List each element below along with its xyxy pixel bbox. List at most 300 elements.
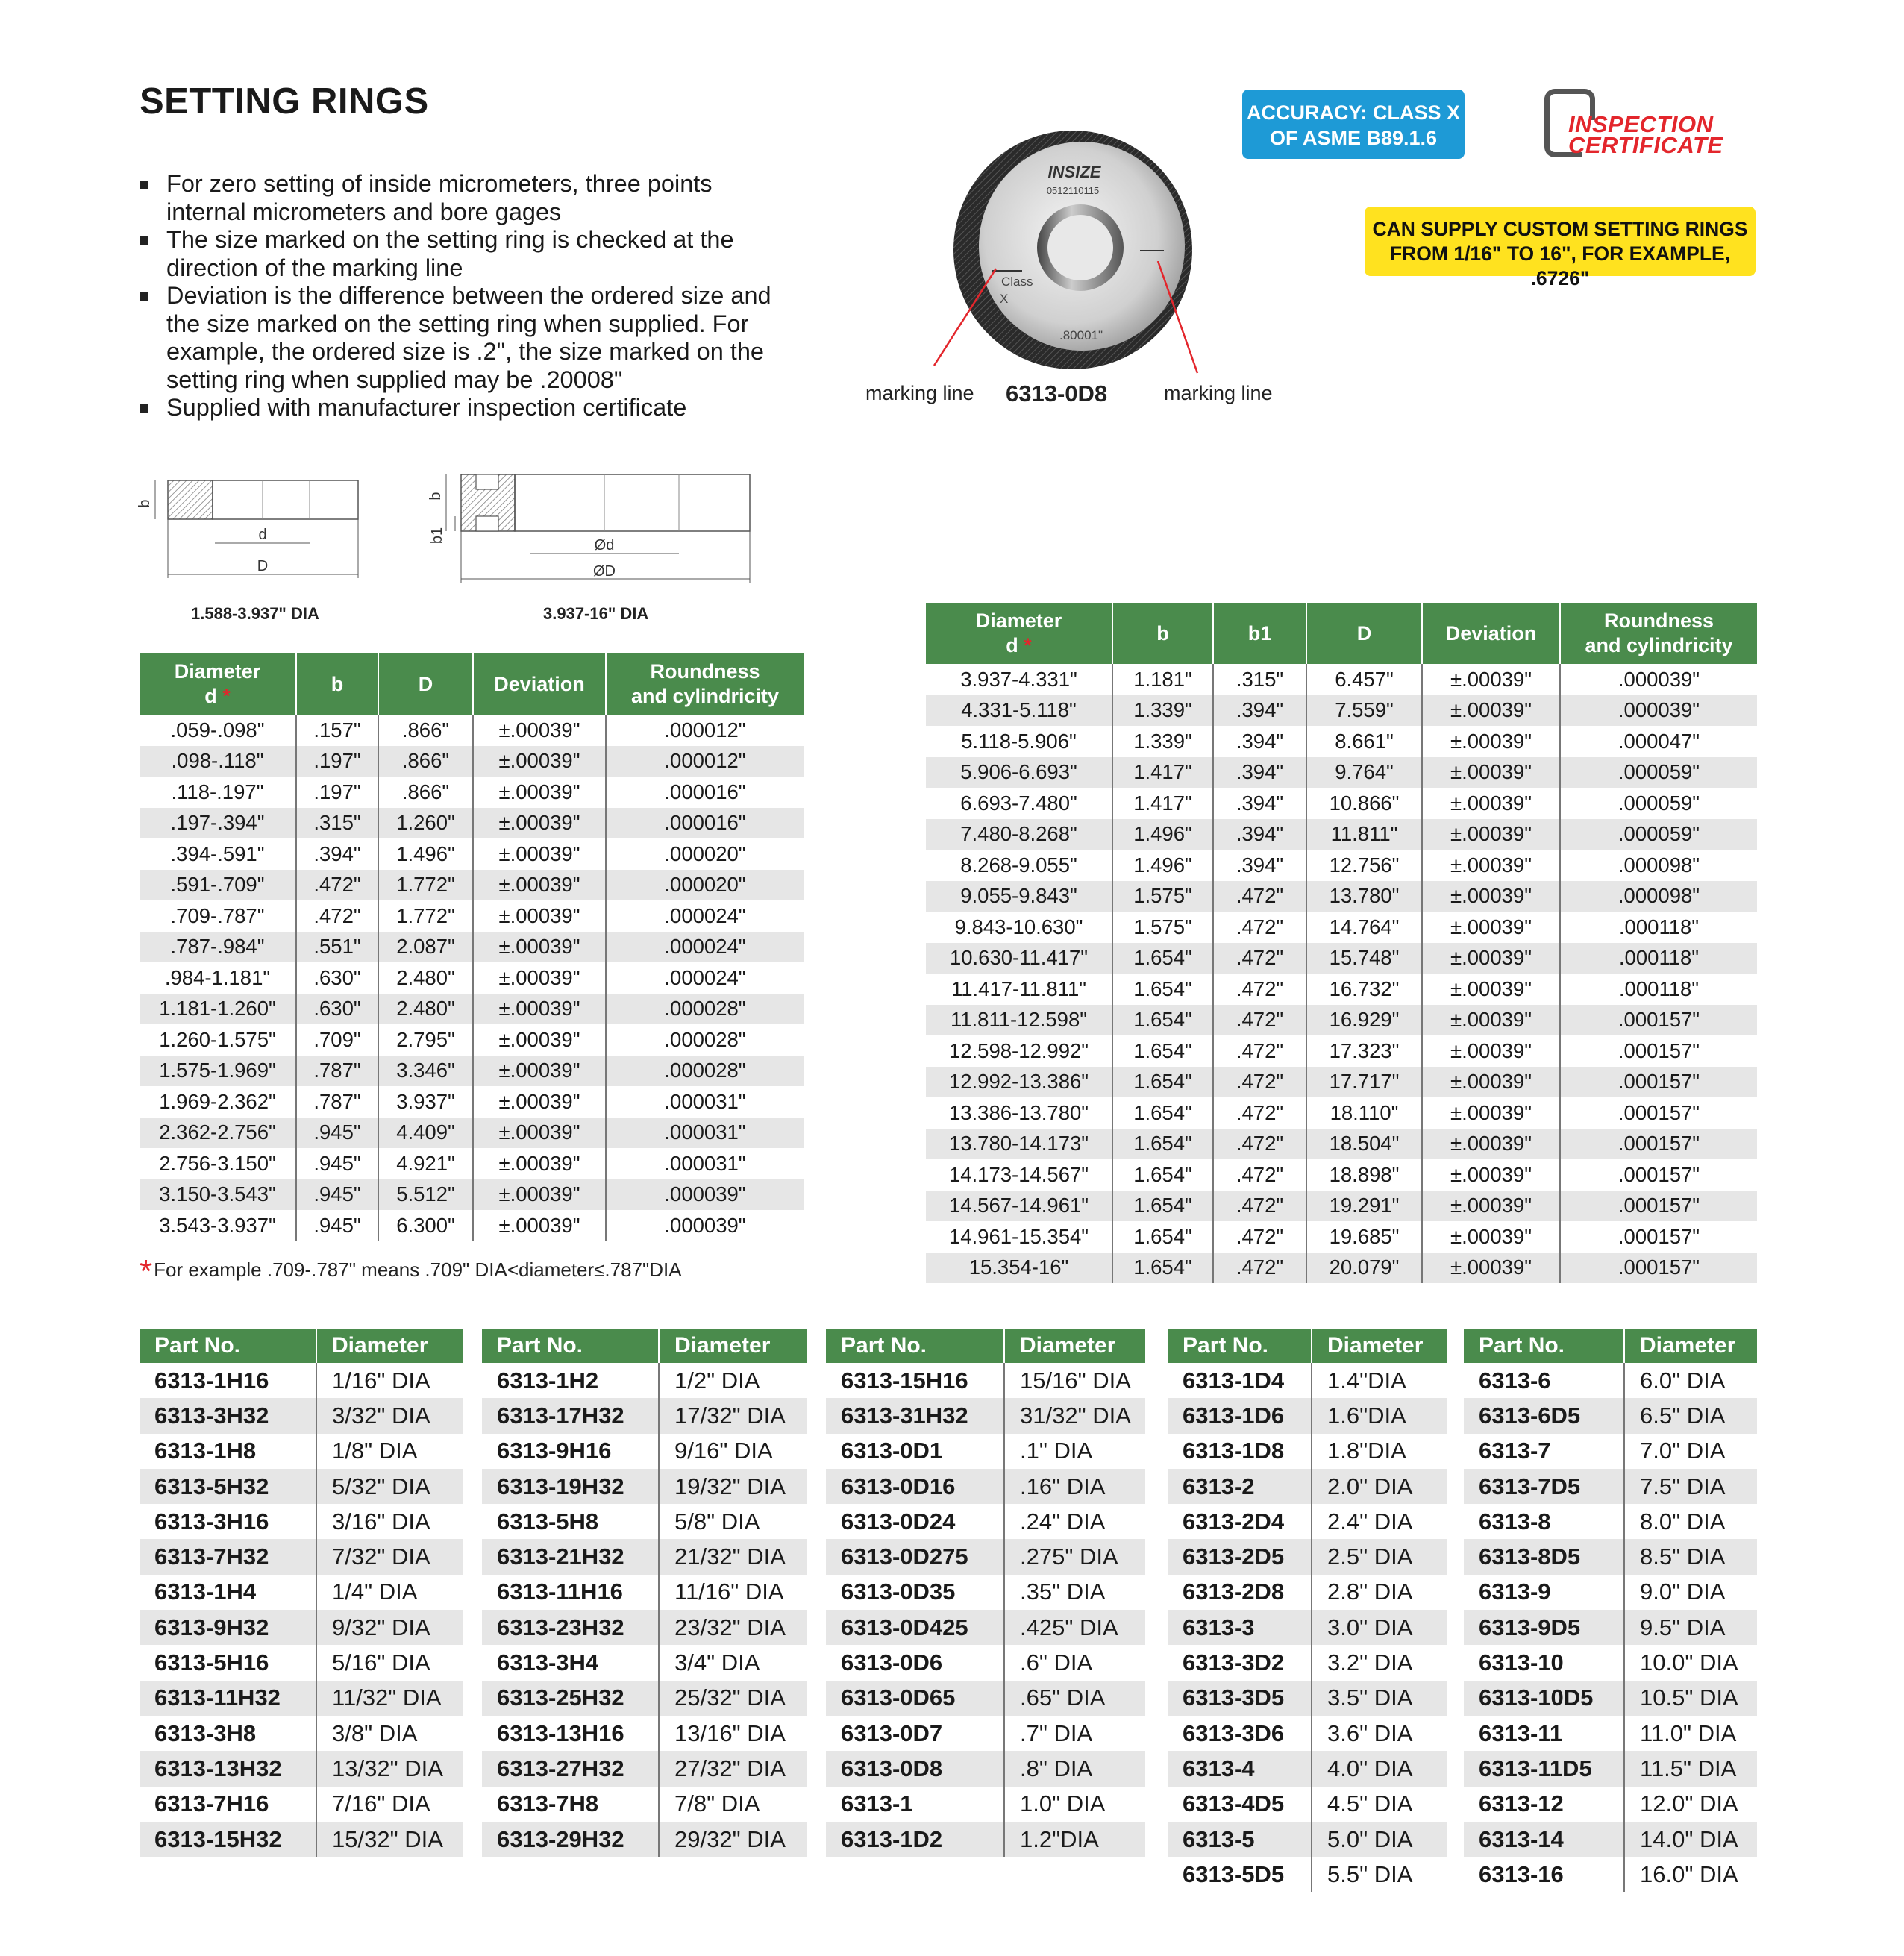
part-diameter: 3.6" DIA	[1327, 1720, 1413, 1746]
cell-diameter: 1.575-1.969"	[140, 1056, 296, 1087]
part-number: 6313-9	[1464, 1575, 1624, 1610]
cell-diameter: 3.937-4.331"	[926, 664, 1112, 695]
part-number: 6313-10	[1464, 1645, 1624, 1680]
cell-b: 1.654"	[1112, 1221, 1213, 1253]
asterisk-icon: *	[140, 1253, 153, 1290]
part-diameter: 13/32" DIA	[316, 1751, 463, 1786]
part-number: 6313-15H32	[140, 1822, 316, 1857]
spec-row	[926, 1253, 1757, 1284]
part-diameter: .7" DIA	[1020, 1720, 1093, 1746]
cell-b: .551"	[296, 932, 378, 963]
part-diameter: 17/32" DIA	[659, 1398, 807, 1433]
cell-deviation: ±.00039"	[1422, 695, 1560, 727]
part-row	[482, 1469, 807, 1504]
cell-deviation: ±.00039"	[473, 1210, 606, 1241]
part-number: 6313-5	[1168, 1822, 1312, 1857]
header-deviation: Deviation	[1422, 603, 1560, 664]
part-diameter: 4.5" DIA	[1327, 1790, 1413, 1817]
part-diameter: 1.2"DIA	[1004, 1822, 1145, 1857]
cell-D: 19.291"	[1306, 1191, 1422, 1222]
drawing-large-ring	[410, 463, 761, 589]
part-row	[1464, 1363, 1757, 1398]
cell-diameter: .394-.591"	[140, 838, 296, 870]
cell-b1: .394"	[1213, 695, 1306, 727]
cell-diameter: 5.906-6.693"	[926, 757, 1112, 789]
part-row	[1464, 1751, 1757, 1786]
spec-row	[926, 1005, 1757, 1036]
part-number: 6313-1H8	[140, 1434, 316, 1469]
header-b: b	[296, 653, 378, 715]
spec-row	[926, 1097, 1757, 1129]
cell-roundness: .000118"	[1618, 915, 1700, 938]
cell-b: 1.654"	[1112, 974, 1213, 1005]
cell-b1: .472"	[1213, 1253, 1306, 1284]
part-row	[826, 1610, 1145, 1645]
part-row	[140, 1822, 463, 1857]
part-number: 6313-3D6	[1168, 1716, 1312, 1751]
cell-D: 16.732"	[1306, 974, 1422, 1005]
part-row	[482, 1645, 807, 1680]
cell-b: 1.496"	[1112, 819, 1213, 850]
part-diameter: 2.4" DIA	[1327, 1508, 1413, 1535]
cell-deviation: ±.00039"	[1422, 726, 1560, 757]
cell-b: 1.654"	[1112, 1159, 1213, 1191]
part-diameter: 29/32" DIA	[659, 1822, 807, 1857]
dim-D-label: D	[257, 558, 269, 574]
spec-row	[926, 943, 1757, 974]
part-diameter: 7/32" DIA	[316, 1539, 463, 1574]
spec-row	[926, 1191, 1757, 1222]
part-row	[140, 1398, 463, 1433]
part-row	[1464, 1681, 1757, 1716]
part-number: 6313-9D5	[1464, 1610, 1624, 1645]
cell-D: 2.795"	[378, 1024, 473, 1056]
cell-b: 1.575"	[1112, 912, 1213, 943]
part-row	[1168, 1716, 1447, 1751]
cell-deviation: ±.00039"	[473, 1148, 606, 1179]
part-diameter: 1/2" DIA	[674, 1367, 760, 1394]
part-diameter: 23/32" DIA	[659, 1610, 807, 1645]
cell-D: 2.480"	[378, 962, 473, 994]
spec-row	[140, 932, 804, 963]
cell-deviation: ±.00039"	[1422, 1129, 1560, 1160]
part-row	[1168, 1681, 1447, 1716]
part-number: 6313-1D6	[1168, 1398, 1312, 1433]
part-diameter: 3/4" DIA	[674, 1649, 760, 1676]
cell-deviation: ±.00039"	[473, 1179, 606, 1211]
cell-diameter: 13.386-13.780"	[926, 1097, 1112, 1129]
cell-deviation: ±.00039"	[1422, 881, 1560, 912]
cell-roundness: .000157"	[1618, 1162, 1700, 1186]
part-row	[482, 1504, 807, 1539]
cell-b: .945"	[296, 1118, 378, 1149]
cell-b1: .472"	[1213, 1067, 1306, 1098]
spec-row	[926, 1129, 1757, 1160]
cell-deviation: ±.00039"	[1422, 1159, 1560, 1191]
header-diameter	[926, 603, 1112, 664]
part-number: 6313-1	[826, 1787, 1004, 1822]
cell-diameter: 9.055-9.843"	[926, 881, 1112, 912]
part-row	[1464, 1645, 1757, 1680]
ring-class-value: X	[1000, 292, 1009, 306]
part-number: 6313-1D2	[826, 1822, 1004, 1857]
header-diameter-sub	[140, 684, 295, 709]
part-diameter: 5/16" DIA	[332, 1649, 430, 1676]
cell-b1: .472"	[1213, 1129, 1306, 1160]
header-part-no: Part No.	[482, 1329, 659, 1363]
cell-deviation: ±.00039"	[1422, 757, 1560, 789]
cell-D: 1.772"	[378, 900, 473, 932]
spec-table-small	[140, 653, 804, 1241]
part-row	[482, 1539, 807, 1574]
cell-diameter: .059-.098"	[140, 715, 296, 746]
part-number: 6313-3H32	[140, 1398, 316, 1433]
part-diameter: 12.0" DIA	[1640, 1790, 1738, 1817]
cell-b: 1.654"	[1112, 943, 1213, 974]
cell-D: 6.457"	[1306, 664, 1422, 695]
part-row	[826, 1469, 1145, 1504]
part-diameter: .35" DIA	[1020, 1579, 1106, 1605]
drawing-small-ring	[134, 463, 373, 589]
cell-roundness: .000157"	[1560, 1005, 1757, 1036]
part-row	[1464, 1575, 1757, 1610]
part-row	[1168, 1539, 1447, 1574]
cell-b1: .472"	[1213, 1097, 1306, 1129]
cell-deviation: ±.00039"	[1422, 1005, 1560, 1036]
cell-deviation: ±.00039"	[473, 1086, 606, 1118]
spec-row	[140, 1086, 804, 1118]
parts-table-5	[1464, 1329, 1757, 1892]
feature-list	[138, 170, 795, 422]
spec-row	[926, 1221, 1757, 1253]
part-row	[1168, 1504, 1447, 1539]
cell-b: 1.496"	[1112, 850, 1213, 881]
part-row	[1464, 1469, 1757, 1504]
part-diameter: .8" DIA	[1004, 1751, 1145, 1786]
header-diameter: Diameter	[1624, 1329, 1757, 1363]
part-row	[826, 1434, 1145, 1469]
cell-roundness: .000024"	[606, 932, 804, 963]
part-row	[1168, 1645, 1447, 1680]
cell-b: .394"	[296, 838, 378, 870]
cell-D: 1.772"	[378, 870, 473, 901]
part-diameter: .275" DIA	[1004, 1539, 1145, 1574]
cell-D: 11.811"	[1306, 819, 1422, 850]
cell-roundness: .000157"	[1560, 1191, 1757, 1222]
part-row	[1168, 1787, 1447, 1822]
cell-diameter: 6.693-7.480"	[926, 788, 1112, 819]
part-row	[826, 1539, 1145, 1574]
accuracy-badge	[1242, 90, 1465, 159]
header-diameter: Diameter	[316, 1329, 463, 1363]
part-number: 6313-1H4	[140, 1575, 316, 1610]
asterisk-icon: *	[222, 685, 231, 707]
cell-roundness: .000157"	[1560, 1253, 1757, 1284]
cell-deviation: ±.00039"	[473, 746, 606, 777]
part-number: 6313-7	[1464, 1434, 1624, 1469]
part-diameter: .425" DIA	[1004, 1610, 1145, 1645]
part-row	[826, 1363, 1145, 1398]
part-number: 6313-14	[1464, 1822, 1624, 1857]
cell-roundness: .000016"	[664, 780, 746, 803]
part-diameter: 9.5" DIA	[1624, 1610, 1757, 1645]
part-number: 6313-11H32	[140, 1681, 316, 1716]
cell-D: 4.409"	[378, 1118, 473, 1149]
header-diameter: Diameter	[1312, 1329, 1447, 1363]
part-number: 6313-0D8	[826, 1751, 1004, 1786]
cell-b: 1.654"	[1112, 1035, 1213, 1067]
parts-table-1	[140, 1329, 463, 1857]
part-number: 6313-17H32	[482, 1398, 659, 1433]
header-roundness-line1: Roundness	[1603, 609, 1714, 632]
spec-row	[926, 819, 1757, 850]
part-diameter: 7/8" DIA	[674, 1790, 760, 1817]
ring-class-label: Class	[1001, 275, 1033, 289]
part-diameter: 13/16" DIA	[674, 1720, 786, 1746]
cell-b: .472"	[296, 900, 378, 932]
cell-b1: .472"	[1213, 974, 1306, 1005]
cell-roundness: .000118"	[1618, 977, 1700, 1000]
dim-b-label: b	[428, 492, 444, 501]
cell-D: 1.260"	[378, 808, 473, 839]
custom-rings-badge	[1365, 207, 1756, 289]
part-diameter: 10.5" DIA	[1624, 1681, 1757, 1716]
photo-model-caption: 6313-0D8	[1006, 380, 1108, 407]
header-diameter-label: Diameter	[174, 660, 261, 683]
spec-row	[140, 777, 804, 808]
footnote	[140, 1247, 682, 1290]
cell-deviation: ±.00039"	[473, 838, 606, 870]
cell-b: .157"	[296, 715, 378, 746]
header-d-symbol: d	[204, 685, 217, 707]
part-row	[482, 1787, 807, 1822]
part-diameter: 21/32" DIA	[659, 1539, 807, 1574]
part-row	[1168, 1857, 1447, 1892]
part-diameter: 4.0" DIA	[1312, 1751, 1447, 1786]
part-row	[140, 1363, 463, 1398]
part-row	[482, 1716, 807, 1751]
part-row	[1464, 1398, 1757, 1433]
cell-roundness: .000012"	[664, 718, 746, 742]
part-row	[140, 1610, 463, 1645]
cell-roundness: .000024"	[664, 965, 746, 989]
spec-row	[926, 1067, 1757, 1098]
part-number: 6313-2D4	[1168, 1504, 1312, 1539]
cell-deviation: ±.00039"	[1422, 1097, 1560, 1129]
part-row	[482, 1398, 807, 1433]
spec-row	[140, 900, 804, 932]
cell-roundness: .000118"	[1560, 943, 1757, 974]
header-roundness-line1: Roundness	[650, 660, 760, 683]
cell-diameter: .787-.984"	[140, 932, 296, 963]
part-number: 6313-6D5	[1464, 1398, 1624, 1433]
cell-roundness: .000157"	[1560, 1067, 1757, 1098]
ring-size-mark: .80001"	[1059, 328, 1103, 342]
header-b: b	[1112, 603, 1213, 664]
cell-deviation: ±.00039"	[473, 808, 606, 839]
part-number: 6313-5D5	[1168, 1857, 1312, 1892]
asterisk-icon: *	[1024, 634, 1032, 656]
part-diameter: 15/32" DIA	[316, 1822, 463, 1857]
part-row	[1168, 1575, 1447, 1610]
accuracy-line-2: OF ASME B89.1.6	[1269, 127, 1438, 149]
cell-diameter: .098-.118"	[140, 746, 296, 777]
part-number: 6313-5H8	[482, 1504, 659, 1539]
cell-b: 1.575"	[1112, 881, 1213, 912]
cell-roundness: .000098"	[1560, 881, 1757, 912]
cell-diameter: 1.969-2.362"	[140, 1086, 296, 1118]
part-diameter: 5.5" DIA	[1327, 1861, 1413, 1887]
part-number: 6313-7H8	[482, 1787, 659, 1822]
cell-D: 18.504"	[1306, 1129, 1422, 1160]
part-row	[1464, 1434, 1757, 1469]
part-row	[1168, 1434, 1447, 1469]
cell-b1: .394"	[1213, 788, 1306, 819]
part-diameter: 7/16" DIA	[332, 1790, 430, 1817]
part-diameter: .16" DIA	[1004, 1469, 1145, 1504]
header-diameter	[140, 653, 296, 715]
ring-brand: INSIZE	[1047, 163, 1101, 181]
cell-b1: .394"	[1213, 819, 1306, 850]
cell-deviation: ±.00039"	[1422, 974, 1560, 1005]
cell-roundness: .000157"	[1618, 1100, 1700, 1124]
cell-diameter: 2.756-3.150"	[140, 1148, 296, 1179]
parts-table-4	[1168, 1329, 1447, 1892]
cell-diameter: 1.181-1.260"	[140, 994, 296, 1025]
cell-roundness: .000157"	[1618, 1038, 1700, 1062]
cell-deviation: ±.00039"	[1422, 850, 1560, 881]
spec-row	[926, 757, 1757, 789]
part-row	[1464, 1504, 1757, 1539]
header-diameter: Diameter	[1004, 1329, 1145, 1363]
cell-D: 15.748"	[1306, 943, 1422, 974]
cell-D: 2.480"	[378, 994, 473, 1025]
cell-D: .866"	[378, 715, 473, 746]
cell-b1: .472"	[1213, 1035, 1306, 1067]
spec-row	[926, 850, 1757, 881]
cell-b: 1.339"	[1112, 726, 1213, 757]
cell-deviation: ±.00039"	[1422, 788, 1560, 819]
dim-b-label: b	[137, 499, 153, 508]
spec-row	[926, 1035, 1757, 1067]
part-number: 6313-0D7	[826, 1716, 1004, 1751]
cell-deviation: ±.00039"	[473, 777, 606, 808]
cell-diameter: 12.598-12.992"	[926, 1035, 1112, 1067]
cell-roundness: .000020"	[606, 870, 804, 901]
cell-roundness: .000157"	[1618, 1224, 1700, 1248]
cell-roundness: .000031"	[664, 1089, 746, 1113]
cell-roundness: .000059"	[1618, 791, 1700, 815]
part-number: 6313-23H32	[482, 1610, 659, 1645]
spec-row	[140, 1056, 804, 1087]
parts-table-3	[826, 1329, 1145, 1857]
header-part-no: Part No.	[140, 1329, 316, 1363]
header-part-no: Part No.	[1464, 1329, 1624, 1363]
part-number: 6313-29H32	[482, 1822, 659, 1857]
cell-b: .787"	[296, 1056, 378, 1087]
part-row	[1464, 1610, 1757, 1645]
cell-b: 1.654"	[1112, 1005, 1213, 1036]
feature-item: Deviation is the difference between the ordered size and the size marked on the setting ring when supplied. For example, the ordered size is .2", the size marked on the setting ring when supplied may be .20008"	[138, 282, 795, 394]
cell-deviation: ±.00039"	[1422, 819, 1560, 850]
cell-D: 5.512"	[378, 1179, 473, 1211]
part-number: 6313-11	[1464, 1716, 1624, 1751]
part-row	[140, 1434, 463, 1469]
cell-b1: .394"	[1213, 757, 1306, 789]
cell-b1: .472"	[1213, 881, 1306, 912]
cell-deviation: ±.00039"	[1422, 912, 1560, 943]
cell-diameter: 14.567-14.961"	[926, 1191, 1112, 1222]
spec-row	[926, 788, 1757, 819]
cell-b: 1.654"	[1112, 1191, 1213, 1222]
part-row	[482, 1822, 807, 1857]
cell-D: 4.921"	[378, 1148, 473, 1179]
header-roundness	[1560, 603, 1757, 664]
cell-diameter: .591-.709"	[140, 870, 296, 901]
part-number: 6313-3H16	[140, 1504, 316, 1539]
spec-row	[140, 1148, 804, 1179]
custom-line-2: FROM 1/16" TO 16", FOR EXAMPLE, .6726"	[1389, 242, 1731, 289]
part-row	[140, 1504, 463, 1539]
cell-deviation: ±.00039"	[473, 870, 606, 901]
parts-table-2	[482, 1329, 807, 1857]
part-number: 6313-0D35	[826, 1575, 1004, 1610]
part-diameter: 1/8" DIA	[332, 1438, 418, 1464]
part-diameter: 3.0" DIA	[1312, 1610, 1447, 1645]
part-number: 6313-0D425	[826, 1610, 1004, 1645]
part-number: 6313-12	[1464, 1787, 1624, 1822]
part-row	[482, 1610, 807, 1645]
part-number: 6313-10D5	[1464, 1681, 1624, 1716]
footnote-text: For example .709-.787" means .709" DIA<diameter≤.787"DIA	[154, 1258, 682, 1281]
part-diameter: 31/32" DIA	[1004, 1398, 1145, 1433]
part-row	[140, 1539, 463, 1574]
part-number: 6313-13H16	[482, 1716, 659, 1751]
part-diameter: 2.8" DIA	[1327, 1579, 1413, 1605]
spec-row	[140, 1210, 804, 1241]
part-number: 6313-9H32	[140, 1610, 316, 1645]
part-row	[140, 1645, 463, 1680]
part-number: 6313-7H32	[140, 1539, 316, 1574]
cell-D: 18.898"	[1306, 1159, 1422, 1191]
part-diameter: 5/32" DIA	[316, 1469, 463, 1504]
cell-diameter: 13.780-14.173"	[926, 1129, 1112, 1160]
cell-diameter: 7.480-8.268"	[926, 819, 1112, 850]
part-diameter: 9.0" DIA	[1640, 1579, 1726, 1605]
cell-b: .709"	[296, 1024, 378, 1056]
cell-b: 1.417"	[1112, 788, 1213, 819]
cell-roundness: .000059"	[1560, 757, 1757, 789]
part-number: 6313-19H32	[482, 1469, 659, 1504]
cell-diameter: 5.118-5.906"	[926, 726, 1112, 757]
cell-diameter: 4.331-5.118"	[926, 695, 1112, 727]
spec-row	[926, 1159, 1757, 1191]
dim-D-label: ØD	[593, 563, 616, 580]
certificate-text: CERTIFICATE	[1568, 132, 1723, 158]
header-D: D	[1306, 603, 1422, 664]
spec-row	[140, 1118, 804, 1149]
dim-d-label: Ød	[594, 537, 615, 554]
cell-roundness: .000098"	[1618, 853, 1700, 877]
part-number: 6313-11H16	[482, 1575, 659, 1610]
inspection-text: INSPECTION	[1568, 111, 1714, 137]
part-diameter: .65" DIA	[1004, 1681, 1145, 1716]
part-number: 6313-0D65	[826, 1681, 1004, 1716]
part-number: 6313-13H32	[140, 1751, 316, 1786]
cell-b1: .394"	[1213, 726, 1306, 757]
cell-D: 16.929"	[1306, 1005, 1422, 1036]
cell-diameter: 14.961-15.354"	[926, 1221, 1112, 1253]
